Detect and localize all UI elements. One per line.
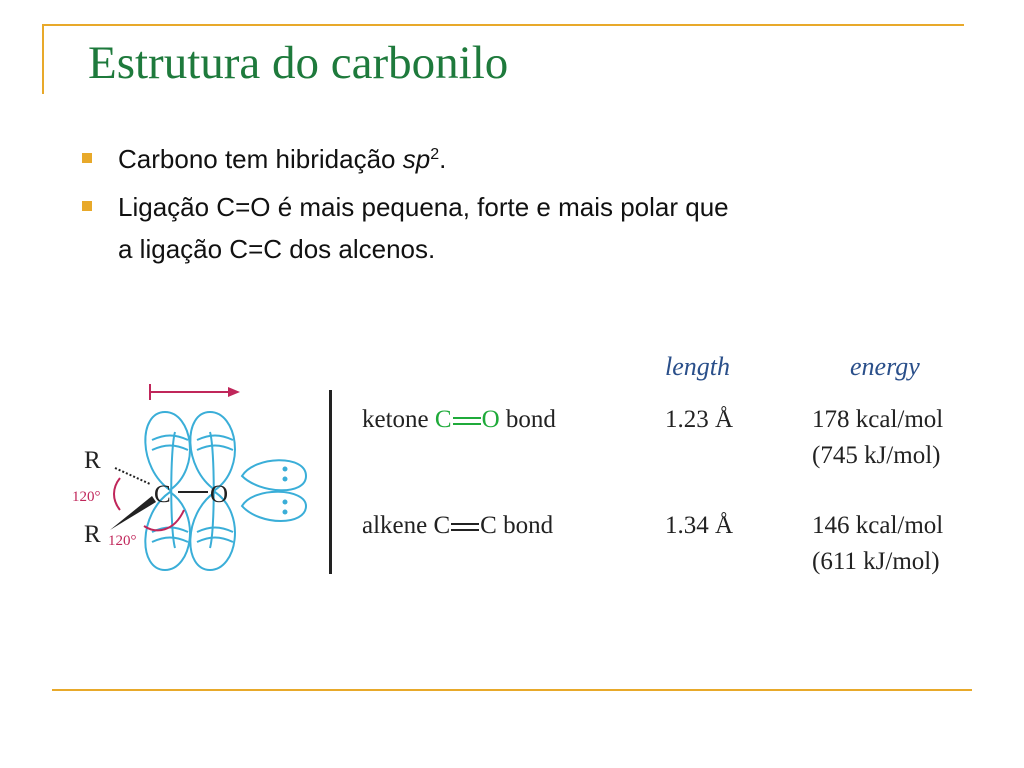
ketone-length: 1.23 Å (665, 406, 734, 433)
row-suffix: bond (499, 406, 556, 433)
header-length: length (665, 352, 730, 381)
bullet-list (82, 138, 962, 276)
ketone-energy-kj: (745 kJ/mol) (812, 442, 941, 469)
row-alkene-label (362, 512, 553, 540)
bullet-bond-comparison (82, 186, 962, 270)
angle-label-bottom: 120° (108, 533, 137, 549)
ketone-energy-kcal: 178 kcal/mol (812, 406, 944, 433)
alkene-energy-kj: (611 kJ/mol) (812, 548, 940, 575)
bullet-marker (82, 201, 92, 211)
alkene-energy-kcal: 146 kcal/mol (812, 512, 944, 539)
bullet-line-1: Ligação C=O é mais pequena, forte e mais polar que (118, 192, 729, 222)
left-rule (42, 24, 44, 94)
atom-o: O (481, 406, 500, 433)
top-rule (42, 24, 964, 26)
row-suffix: bond (496, 512, 554, 539)
sp-italic: sp (402, 144, 431, 174)
row-prefix: alkene (362, 512, 434, 539)
bullet-period: . (439, 144, 447, 174)
slide-title: Estrutura do carbonilo (88, 37, 509, 89)
bullet-marker (82, 153, 92, 163)
atom-c: C (433, 512, 451, 539)
bullet-text-main: Carbono tem hibridação (118, 144, 403, 174)
bullet-line-2: a ligação C=C dos alcenos. (118, 234, 436, 264)
angle-label-top: 120° (72, 489, 101, 505)
oxygen-atom-label: O (210, 481, 229, 508)
double-bond-icon (453, 416, 481, 426)
row-ketone-label (362, 406, 556, 434)
bond-comparison-table (0, 340, 1024, 600)
alkene-length: 1.34 Å (665, 512, 734, 539)
header-energy: energy (850, 352, 920, 381)
atom-c: C (480, 512, 497, 539)
atom-c: C (434, 406, 452, 433)
substituent-r-top: R (84, 447, 101, 474)
superscript-2: 2 (430, 146, 440, 163)
row-prefix: ketone (362, 406, 435, 433)
bullet-hybridization (82, 138, 962, 180)
carbon-atom-label: C (154, 481, 171, 508)
substituent-r-bottom: R (84, 521, 101, 548)
bullet-text (118, 138, 962, 180)
table-divider (329, 390, 332, 574)
double-bond-icon (451, 522, 479, 532)
bottom-rule (52, 689, 972, 691)
